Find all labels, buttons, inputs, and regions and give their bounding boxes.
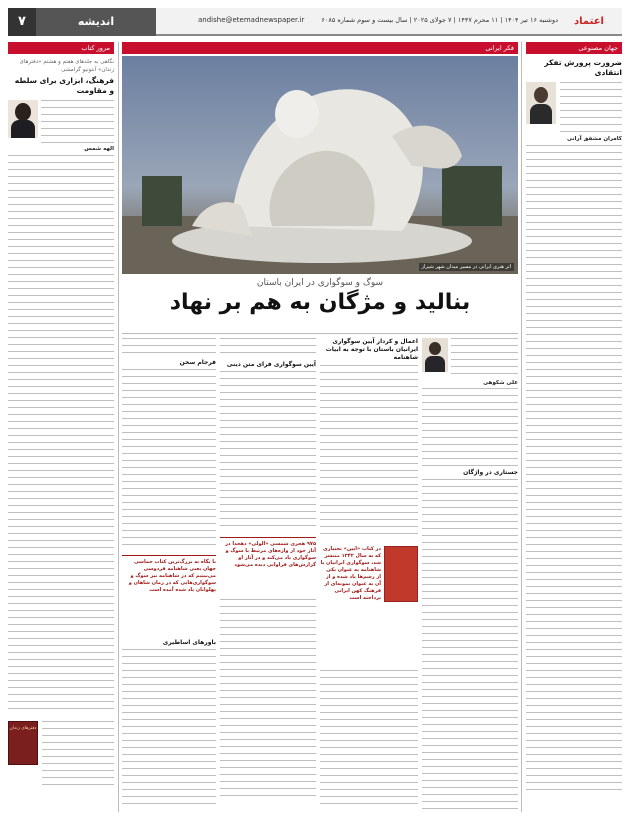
book-review-teaser: نگاهی به جلدهای هفتم و هشتم «دفترهای زندان» آنتونیو گرامشی <box>19 59 114 73</box>
sculpture-illustration <box>122 56 518 274</box>
feature-photo <box>122 56 518 274</box>
article-author: علی شکوهی <box>483 380 518 386</box>
column-divider <box>521 42 522 812</box>
article-col-2-text <box>320 365 418 540</box>
article-col-3-text-a <box>220 338 316 358</box>
article-col-2-text-b <box>320 670 418 810</box>
page-number: ۷ <box>8 8 36 36</box>
right-column-title: ضرورت پرورش تفکر انتقادی <box>544 58 622 77</box>
pullquote-2-text: ۹۷۵ هجری شمسی «الولی» دهخدا در آثار خود از واژه‌های مرتبط با سوگ و سوگواری یاد می‌کند و در آثار او گزارش‌های فراوانی دیده می‌شود <box>220 537 316 593</box>
left-intro-text <box>41 100 114 144</box>
article-col-4-text-b <box>122 369 216 549</box>
issue-date-line: دوشنبه ۱۶ تیر ۱۴۰۴ | ۱۱ محرم ۱۴۴۷ | ۷ جولای ۲۰۲۵ | سال بیست و سوم شماره ۶۰۸۵ <box>321 16 558 24</box>
book-cover-image <box>384 546 418 602</box>
author-photo <box>526 82 556 124</box>
right-body-text <box>526 145 622 795</box>
article-headline: بنالید و مژگان به هم بر نهاد <box>169 290 471 315</box>
section-title: اندیشه <box>36 8 156 36</box>
author-photo-shokouhi <box>422 338 448 372</box>
right-column-tag: جهان مصنوعی <box>526 42 622 54</box>
book-review-title: فرهنگ، ابزاری برای سلطه و مقاومت <box>14 76 114 95</box>
article-col-4-text-a <box>122 338 216 356</box>
center-section-tag: فکر ایرانی <box>122 42 518 54</box>
masthead-bar <box>8 8 622 36</box>
book-cover <box>8 721 38 765</box>
headline-block <box>122 278 518 316</box>
article-col-3 <box>220 338 316 808</box>
pullquote-1-text: در کتاب «آیین» بختیاری که به سال ۱۳۴۲ منتشر شد، سوگواری ایرانیان با شاهنامه به عنوان یکی از رسم‌ها یاد شده و از آن به عنوان نمونه‌ای از فرهنگ کهن ایرانی پرداخته است <box>320 546 381 601</box>
headline-divider <box>122 333 518 334</box>
subhead-vocab: جستاری در واژگان <box>463 469 518 476</box>
author-photo-shams <box>8 100 38 138</box>
book-cover-title: دفترهای زندان <box>9 726 37 731</box>
right-column <box>526 42 622 812</box>
pullquote-1 <box>320 546 418 666</box>
left-column <box>8 42 114 812</box>
newspaper-logo: اعتماد <box>574 16 604 27</box>
article-kicker: سوگ و سوگواری در ایران باستان <box>256 278 384 288</box>
article-col-3-text-c <box>220 599 316 799</box>
pullquote-3-text: با نگاه به بزرگ‌ترین کتاب حماسی جهان یعنی شاهنامه فردوسی می‌بینیم که در شاهنامه نیز سوگ و سوگواری‌هایی که در زمان شاهان و پهلوانان یاد شده آمده است <box>122 555 216 633</box>
column-divider <box>118 42 119 812</box>
subhead-mythic: باورهای اساطیری <box>162 639 216 646</box>
article-col-1-text-b <box>422 479 518 809</box>
article-col-4 <box>122 338 216 808</box>
left-body-text-end <box>42 721 114 791</box>
subhead-conclusion: فرجام سخن <box>179 359 216 366</box>
right-intro-text <box>560 82 622 134</box>
left-column-tag: مرور کتاب <box>8 42 114 54</box>
article-col-1-intro <box>451 338 518 378</box>
article-col-1 <box>422 338 518 808</box>
center-tag-bar <box>122 42 518 54</box>
article-col-3-text-b <box>220 371 316 531</box>
section-email[interactable]: andishe@etemadnewspaper.ir <box>198 16 305 24</box>
article-col-4-text-c <box>122 649 216 809</box>
right-author-name: کامران مشفق آرانی <box>567 136 622 142</box>
left-body-text <box>8 155 114 715</box>
subhead-beyond-religion: آیین سوگواری فرای متن دینی <box>226 361 316 368</box>
article-col-1-text-a <box>422 388 518 466</box>
subhead-rituals: اعمال و کردار آیین سوگواری ایرانیان باستان با توجه به ابیات شاهنامه <box>325 338 418 361</box>
left-author-name: الهه شمس <box>84 146 114 152</box>
article-col-2 <box>320 338 418 808</box>
photo-caption: اثر هنری ایرانی در مسیر میدان شهر شیراز <box>419 263 514 271</box>
